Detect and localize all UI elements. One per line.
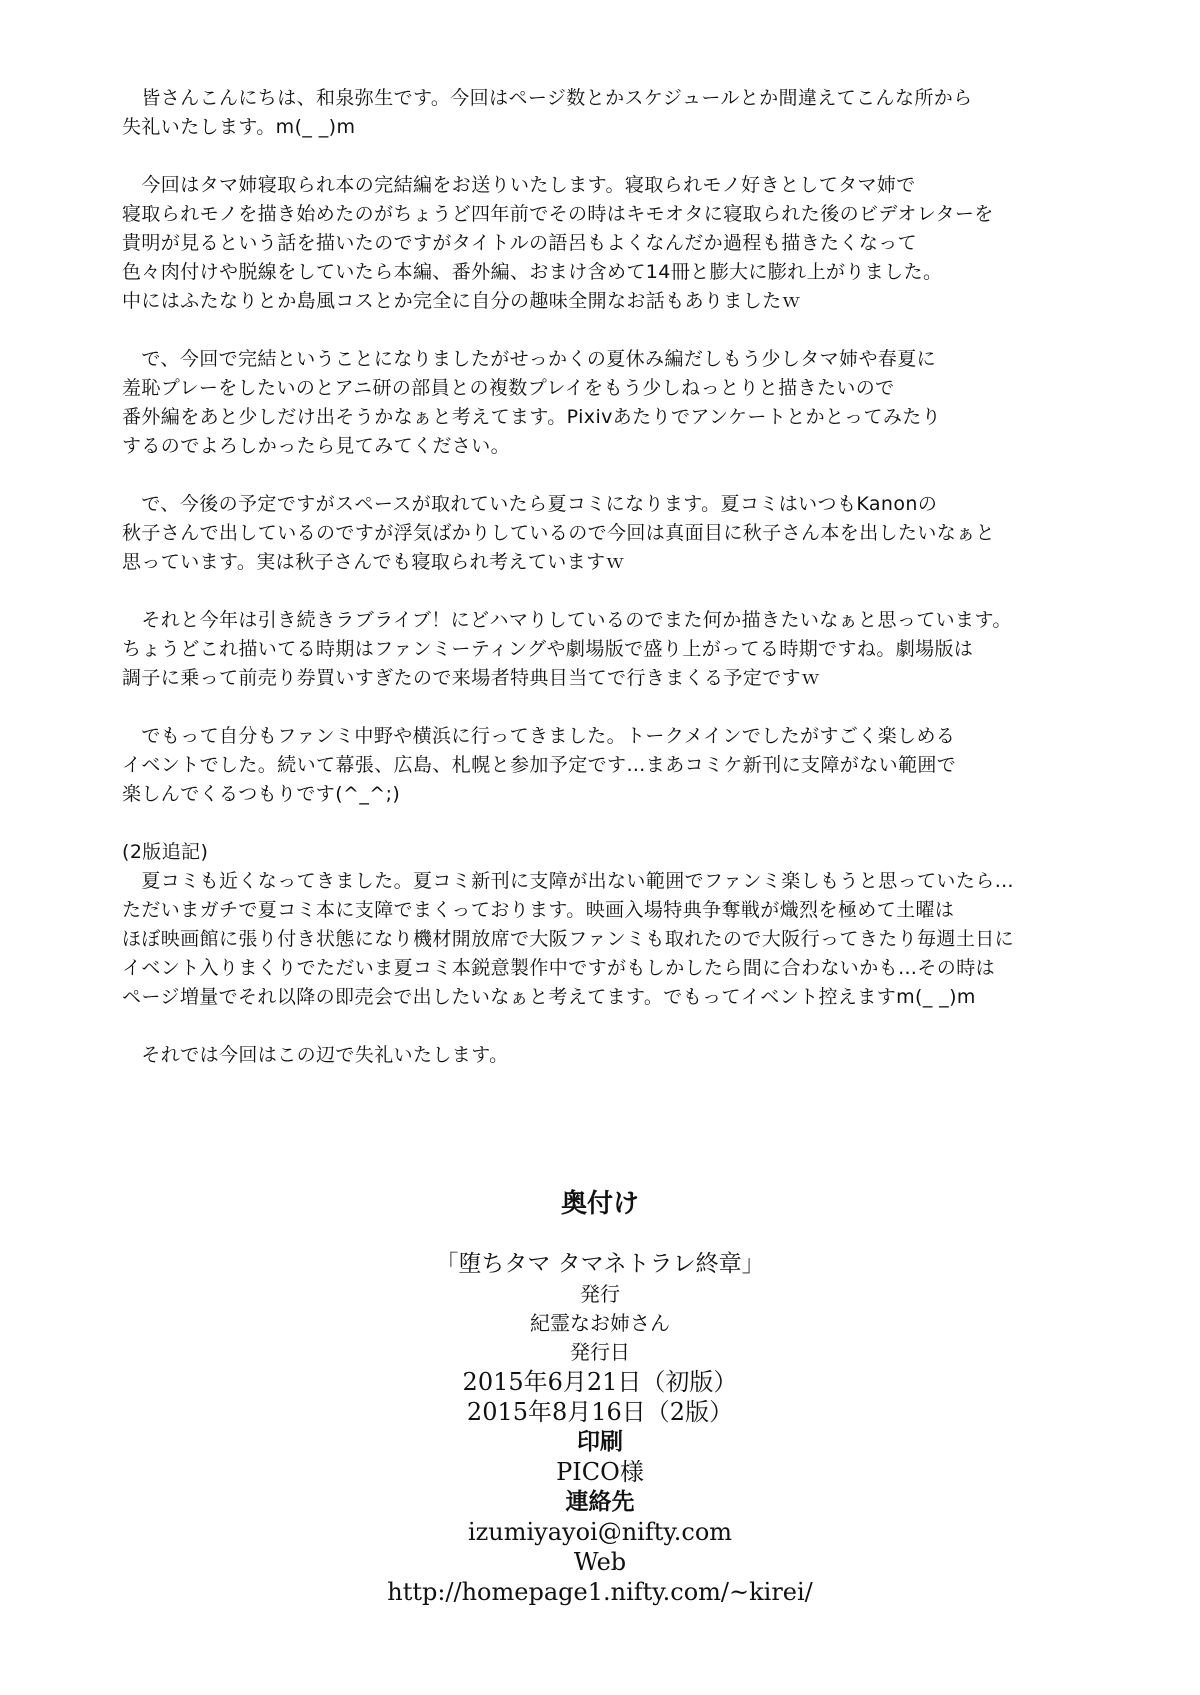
text-line: 寝取られモノを描き始めたのがちょうど四年前でその時はキモオタに寝取られた後のビデオレターを: [122, 203, 994, 225]
text-line: でもって自分もファンミ中野や横浜に行ってきました。トークメインでしたがすごく楽しめる: [122, 725, 956, 747]
text-line: 楽しんでくるつもりです(^_^;): [122, 783, 401, 805]
text-line: ほぼ映画館に張り付き状態になり機材開放席で大阪ファンミも取れたので大阪行ってきたり毎週土日に: [122, 928, 1015, 950]
contact-label: 連絡先: [565, 1489, 635, 1515]
paragraph: [122, 838, 1122, 1012]
paragraph: [122, 1041, 1122, 1070]
publish-date-first: 2015年6月21日（初版）: [462, 1368, 738, 1396]
text-line: 失礼いたします。m(_ _)m: [122, 116, 356, 138]
text-line: 色々肉付けや脱線をしていたら本編、番外編、おまけ含めて14冊と膨大に膨れ上がりました。: [122, 261, 943, 283]
printer-label: 印刷: [577, 1429, 623, 1455]
text-line: イベントでした。続いて幕張、広島、札幌と参加予定です…まあコミケ新刊に支障がない範囲で: [122, 754, 957, 776]
text-line: ただいまガチで夏コミ本に支障でまくっております。映画入場特典争奪戦が熾烈を極めて土曜は: [122, 899, 955, 921]
paragraph: [122, 722, 1122, 809]
text-line: 中にはふたなりとか島風コスとか完全に自分の趣味全開なお話もありましたｗ: [122, 290, 802, 312]
text-line: それでは今回はこの辺で失礼いたします。: [122, 1044, 509, 1066]
text-line: ページ増量でそれ以降の即売会で出したいなぁと考えてます。でもってイベント控えますm(_ _)m: [122, 986, 976, 1008]
publisher-name: 紀霊なお姉さん: [530, 1311, 670, 1335]
book-title: 「堕ちタマ タマネトラレ終章」: [435, 1251, 765, 1277]
publish-date-label: 発行日: [570, 1340, 630, 1364]
text-line: (2版追記): [122, 841, 209, 863]
web-url: http://homepage1.nifty.com/~kirei/: [387, 1578, 813, 1606]
web-label: Web: [573, 1548, 627, 1576]
text-line: 夏コミも近くなってきました。夏コミ新刊に支障が出ない範囲でファンミ楽しもうと思っていたら…: [122, 870, 1015, 892]
text-line: それと今年は引き続きラブライブ！にどハマりしているのでまた何か描きたいなぁと思っています。: [122, 609, 1012, 631]
text-line: 皆さんこんにちは、和泉弥生です。今回はページ数とかスケジュールとか間違えてこんな所から: [122, 87, 973, 109]
paragraph: [122, 490, 1122, 577]
text-line: 番外編をあと少しだけ出そうかなぁと考えてます。Pixivあたりでアンケートとかとってみたり: [122, 406, 942, 428]
colophon-section: [0, 1186, 1200, 1607]
paragraph: [122, 84, 1122, 142]
paragraph: [122, 171, 1122, 316]
text-line: するのでよろしかったら見てみてください。: [122, 435, 511, 457]
text-line: 思っています。実は秋子さんでも寝取られ考えていますｗ: [122, 551, 625, 573]
text-line: イベント入りまくりでただいま夏コミ本鋭意製作中ですがもしかしたら間に合わないかも…その時は: [122, 957, 996, 979]
text-line: ちょうどこれ描いてる時期はファンミーティングや劇場版で盛り上がってる時期ですね。劇場版は: [122, 638, 974, 660]
paragraph: [122, 606, 1122, 693]
afterword-section: [122, 84, 1122, 1099]
text-line: で、今回で完結ということになりましたがせっかくの夏休み編だしもう少しタマ姉や春夏に: [122, 348, 937, 370]
text-line: 秋子さんで出しているのですが浮気ばかりしているので今回は真面目に秋子さん本を出したいなぁと: [122, 522, 996, 544]
paragraph: [122, 345, 1122, 461]
publish-date-second: 2015年8月16日（2版）: [466, 1398, 734, 1426]
text-line: で、今後の予定ですがスペースが取れていたら夏コミになります。夏コミはいつもKanonの: [122, 493, 938, 515]
text-line: 今回はタマ姉寝取られ本の完結編をお送りいたします。寝取られモノ好きとしてタマ姉で: [122, 174, 916, 196]
text-line: 羞恥プレーをしたいのとアニ研の部員との複数プレイをもう少しねっとりと描きたいので: [122, 377, 895, 399]
printer-name: PICO様: [556, 1458, 644, 1486]
text-line: 調子に乗って前売り券買いすぎたので来場者特典目当てで行きまくる予定ですｗ: [122, 667, 821, 689]
publisher-label: 発行: [580, 1282, 620, 1306]
contact-email: izumiyayoi@nifty.com: [467, 1518, 733, 1546]
text-line: 貴明が見るという話を描いたのですがタイトルの語呂もよくなんだか過程も描きたくなって: [122, 232, 918, 254]
colophon-heading: 奥付け: [560, 1189, 639, 1219]
